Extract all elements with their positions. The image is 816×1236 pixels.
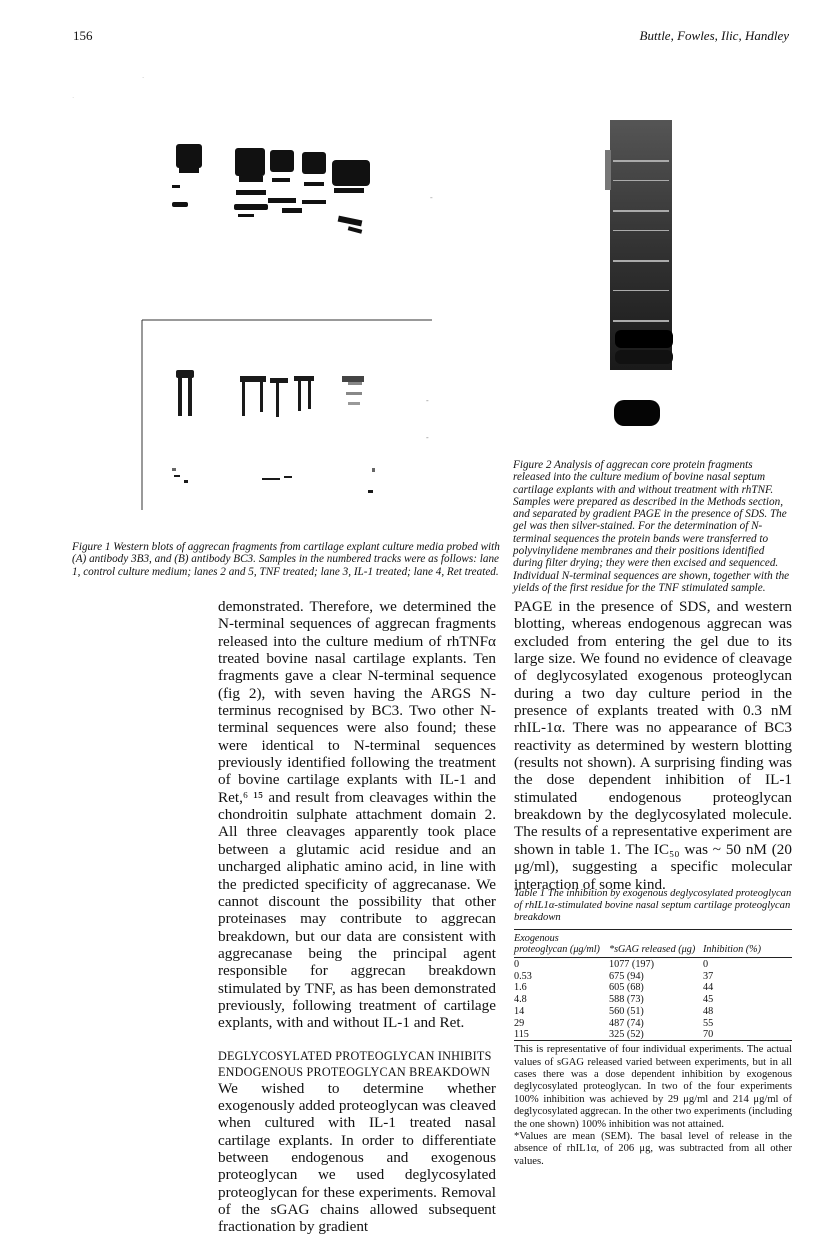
svg-text:-: -: [430, 193, 433, 202]
table-cell: 48: [703, 1005, 714, 1017]
table-cell: 0: [514, 959, 520, 971]
table1-header-2: Inhibition (%): [703, 944, 762, 956]
svg-text:·: ·: [142, 74, 145, 82]
table-cell: 675 (94): [609, 970, 644, 982]
table-cell: 70: [703, 1029, 714, 1041]
table-cell: 560 (51): [609, 1005, 644, 1017]
left-para-1: demonstrated. Therefore, we determined the N-terminal sequences of aggrecan fragments released into the culture medium of rhTNFα treated bovine nasal cartilage explants. Ten fragments gave a clear N-terminal sequence (fig 2), with seven having the ARGS N-terminus recognised by BC3. Two other N-terminal sequences were also found; these were identical to N-terminal sequences previously identified following the treatment of bovine cartilage explants with IL-1 and Ret,⁶ ¹⁵ and result from cleavages within the chondroitin sulphate attachment domain 2. All three cleavages apparently took place between a glutamic acid residue and an uncharged aliphatic amino acid, in line with the predicted specificity of aggrecanase. We cannot discount the possibility that other proteinases may contribute to aggrecan breakdown, but our data are consistent with aggrecanase being the principal agent responsible for aggrecan breakdown stimulated by TNF, as has been demonstrated previously, following treatment of cartilage explants, with and without IL-1 and Ret.: [218, 598, 496, 1032]
left-column: [218, 598, 496, 1236]
figure2-gel-image: [515, 120, 695, 450]
table-cell: 588 (73): [609, 994, 644, 1006]
table-cell: 605 (68): [609, 982, 644, 994]
table1-grid: [514, 930, 792, 1041]
table-cell: 0: [703, 959, 709, 971]
svg-text:·: ·: [72, 94, 75, 102]
table-cell: 325 (52): [609, 1029, 644, 1041]
table-cell: 4.8: [514, 994, 527, 1006]
table-row: [514, 970, 792, 982]
table-cell: 45: [703, 994, 714, 1006]
figure1-blot-image: [72, 70, 442, 510]
table-cell: 0.53: [514, 970, 532, 982]
table-cell: 1.6: [514, 982, 527, 994]
running-header-authors: Buttle, Fowles, Ilic, Handley: [639, 28, 789, 43]
table-cell: 14: [514, 1005, 525, 1017]
left-para-2: We wished to determine whether exogenously added proteoglycan was cleaved when cultured with IL-1 treated nasal cartilage explants. In order to differentiate between endogenous and exogenous proteoglycan we used deglycosylated proteoglycan for these experiments. Removal of the sGAG chains allowed subsequent fractionation by gradient: [218, 1079, 496, 1236]
table1-header-1: *sGAG released (μg): [609, 944, 696, 956]
table-row: [514, 1029, 792, 1041]
table-cell: 1077 (197): [609, 959, 654, 971]
table-cell: 37: [703, 970, 714, 982]
table-row: [514, 982, 792, 994]
section-heading-line2: ENDOGENOUS PROTEOGLYCAN BREAKDOWN: [218, 1064, 491, 1079]
right-para-1: PAGE in the presence of SDS, and western blotting, whereas endogenous aggrecan was excluded from entering the gel due to its large size. We found no evidence of cleavage of deglycosylated exogenous proteoglycan during a two day culture period in the presence of explants treated with 0.3 nM rhIL-1α. There was no appearance of BC3 reactivity as determined by western blotting (results not shown). A surprising finding was the dose dependent inhibition of IL-1 stimulated endogenous proteoglycan breakdown by the deglycosylated molecule. The results of a representative experiment are shown in table 1. The IC₅₀ was ~ 50 nM (20 μg/ml), suggesting a specific molecular interaction of some kind.: [514, 598, 792, 893]
table1-caption: Table 1 The inhibition by exogenous deglycosylated proteoglycan of rhIL1α-stimulated bovine nasal septum cartilage proteoglycan breakdown: [514, 888, 792, 923]
table1-footnote-values: *Values are mean (SEM). The basal level of release in the absence of rhIL1α, of 206 μg, was subtracted from all other values.: [514, 1131, 792, 1167]
table1-header-0: Exogenous proteoglycan (μg/ml): [514, 933, 600, 956]
page-number: 156: [73, 28, 93, 43]
table-cell: 55: [703, 1017, 714, 1029]
table1-footnote: This is representative of four individual experiments. The actual values of sGAG released varied between experiments, but in all cases there was a dose dependent inhibition by exogenous deglycosylated proteoglycan. In two of the four experiments 100% inhibition was achieved by 29 μg/ml and 214 μg/ml of deglycosylated aggrecan. In the other two experiments (including the one shown) 100% inhibition was not attained.: [514, 1044, 792, 1130]
section-heading-line1: DEGLYCOSYLATED PROTEOGLYCAN INHIBITS: [218, 1048, 492, 1063]
table1: [514, 888, 792, 1168]
svg-text:-: -: [426, 396, 429, 405]
figure1-caption: Figure 1 Western blots of aggrecan fragments from cartilage explant culture media probed with (A) antibody 3B3, and (B) antibody BC3. Samples in the numbered tracks were as follows: lane 1, control culture medium; lanes 2 and 5, TNF treated; lane 3, IL-1 treated; lane 4, Ret treated.: [72, 541, 500, 578]
right-column: [514, 598, 792, 893]
table-cell: 487 (74): [609, 1017, 644, 1029]
figure2-caption: Figure 2 Analysis of aggrecan core protein fragments released into the culture medium of bovine nasal septum cartilage explants with and without treatment with rhTNF. Samples were prepared as described in the Methods section, and separated by gradient PAGE in the presence of SDS. The gel was then silver-stained. For the determination of N-terminal sequences the protein bands were transferred to polyvinylidene membranes and their positions identified during filter drying; they were then excised and sequenced. Individual N-terminal sequences are shown, together with the yields of the first residue for the TNF stimulated sample.: [513, 459, 790, 594]
table-cell: 115: [514, 1029, 529, 1041]
table-cell: 29: [514, 1017, 525, 1029]
table-row: [514, 958, 792, 970]
table-row: [514, 1017, 792, 1029]
table-row: [514, 993, 792, 1005]
svg-text:-: -: [426, 433, 429, 442]
section-heading: [218, 1048, 496, 1080]
table-cell: 44: [703, 982, 714, 994]
table-row: [514, 1005, 792, 1017]
